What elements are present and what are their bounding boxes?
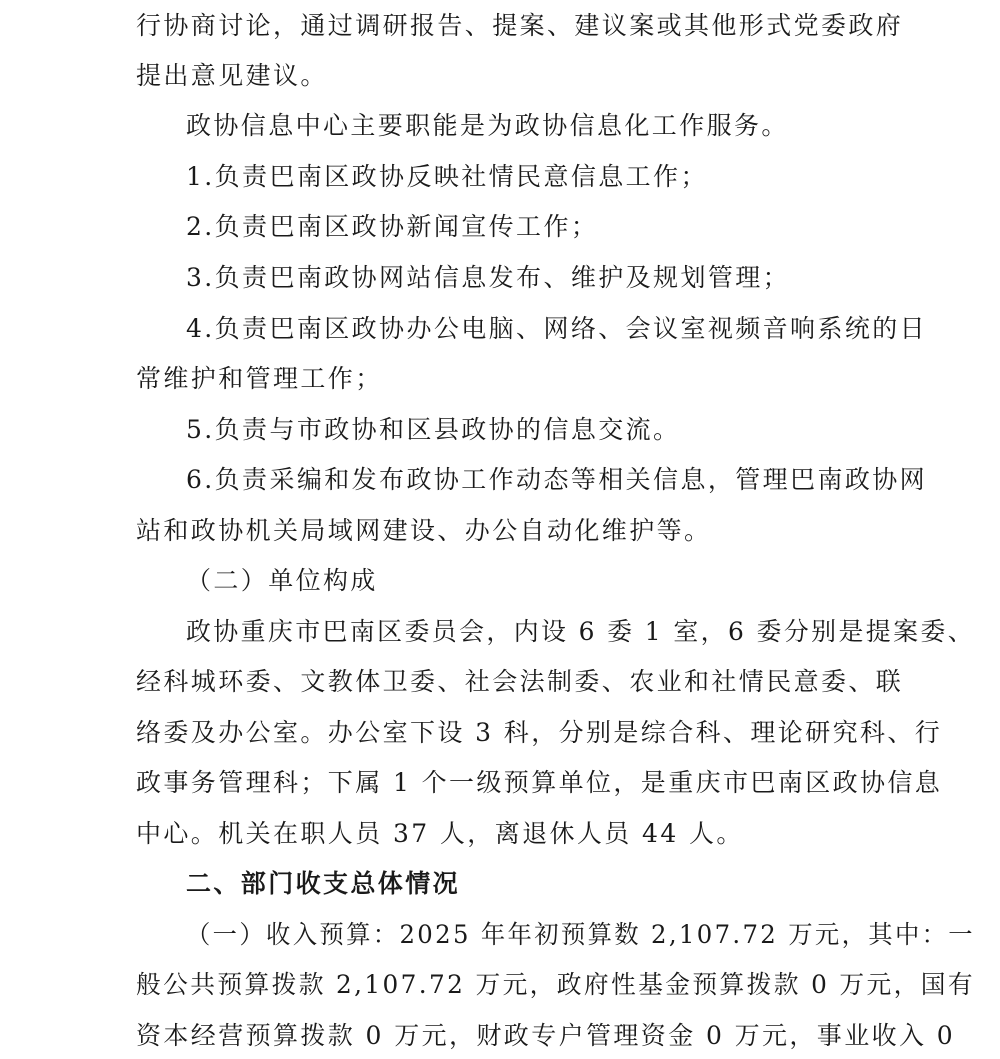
paragraph-line: 络委及办公室。办公室下设 3 科，分别是综合科、理论研究科、行: [136, 718, 943, 747]
list-item: 3.负责巴南政协网站信息发布、维护及规划管理；: [186, 263, 791, 292]
paragraph-line: 政协重庆市巴南区委员会，内设 6 委 1 室，6 委分别是提案委、: [186, 617, 975, 646]
paragraph-line: 政事务管理科；下属 1 个一级预算单位，是重庆市巴南区政协信息: [136, 768, 943, 797]
list-item: 4.负责巴南区政协办公电脑、网络、会议室视频音响系统的日: [186, 314, 928, 343]
paragraph-line: 资本经营预算拨款 0 万元，财政专户管理资金 0 万元，事业收入 0: [136, 1021, 956, 1050]
section-heading: 二、部门收支总体情况: [186, 869, 461, 898]
paragraph-line: 提出意见建议。: [136, 61, 328, 90]
list-item: 6.负责采编和发布政协工作动态等相关信息，管理巴南政协网: [186, 465, 928, 494]
paragraph-line: 般公共预算拨款 2,107.72 万元，政府性基金预算拨款 0 万元，国有: [136, 970, 975, 999]
list-item: 2.负责巴南区政协新闻宣传工作；: [186, 212, 599, 241]
paragraph-line: 经科城环委、文教体卫委、社会法制委、农业和社情民意委、联: [136, 667, 904, 696]
list-item: 常维护和管理工作；: [136, 364, 383, 393]
paragraph-line: 政协信息中心主要职能是为政协信息化工作服务。: [186, 111, 789, 140]
section-subheading: （二）单位构成: [186, 566, 378, 595]
paragraph-line: 行协商讨论，通过调研报告、提案、建议案或其他形式党委政府: [136, 11, 904, 40]
paragraph-line: （一）收入预算：2025 年年初预算数 2,107.72 万元，其中：一: [186, 920, 975, 949]
paragraph-line: 中心。机关在职人员 37 人，离退休人员 44 人。: [136, 819, 744, 848]
list-item: 站和政协机关局域网建设、办公自动化维护等。: [136, 516, 712, 545]
list-item: 5.负责与市政协和区县政协的信息交流。: [186, 415, 681, 444]
list-item: 1.负责巴南区政协反映社情民意信息工作；: [186, 162, 708, 191]
